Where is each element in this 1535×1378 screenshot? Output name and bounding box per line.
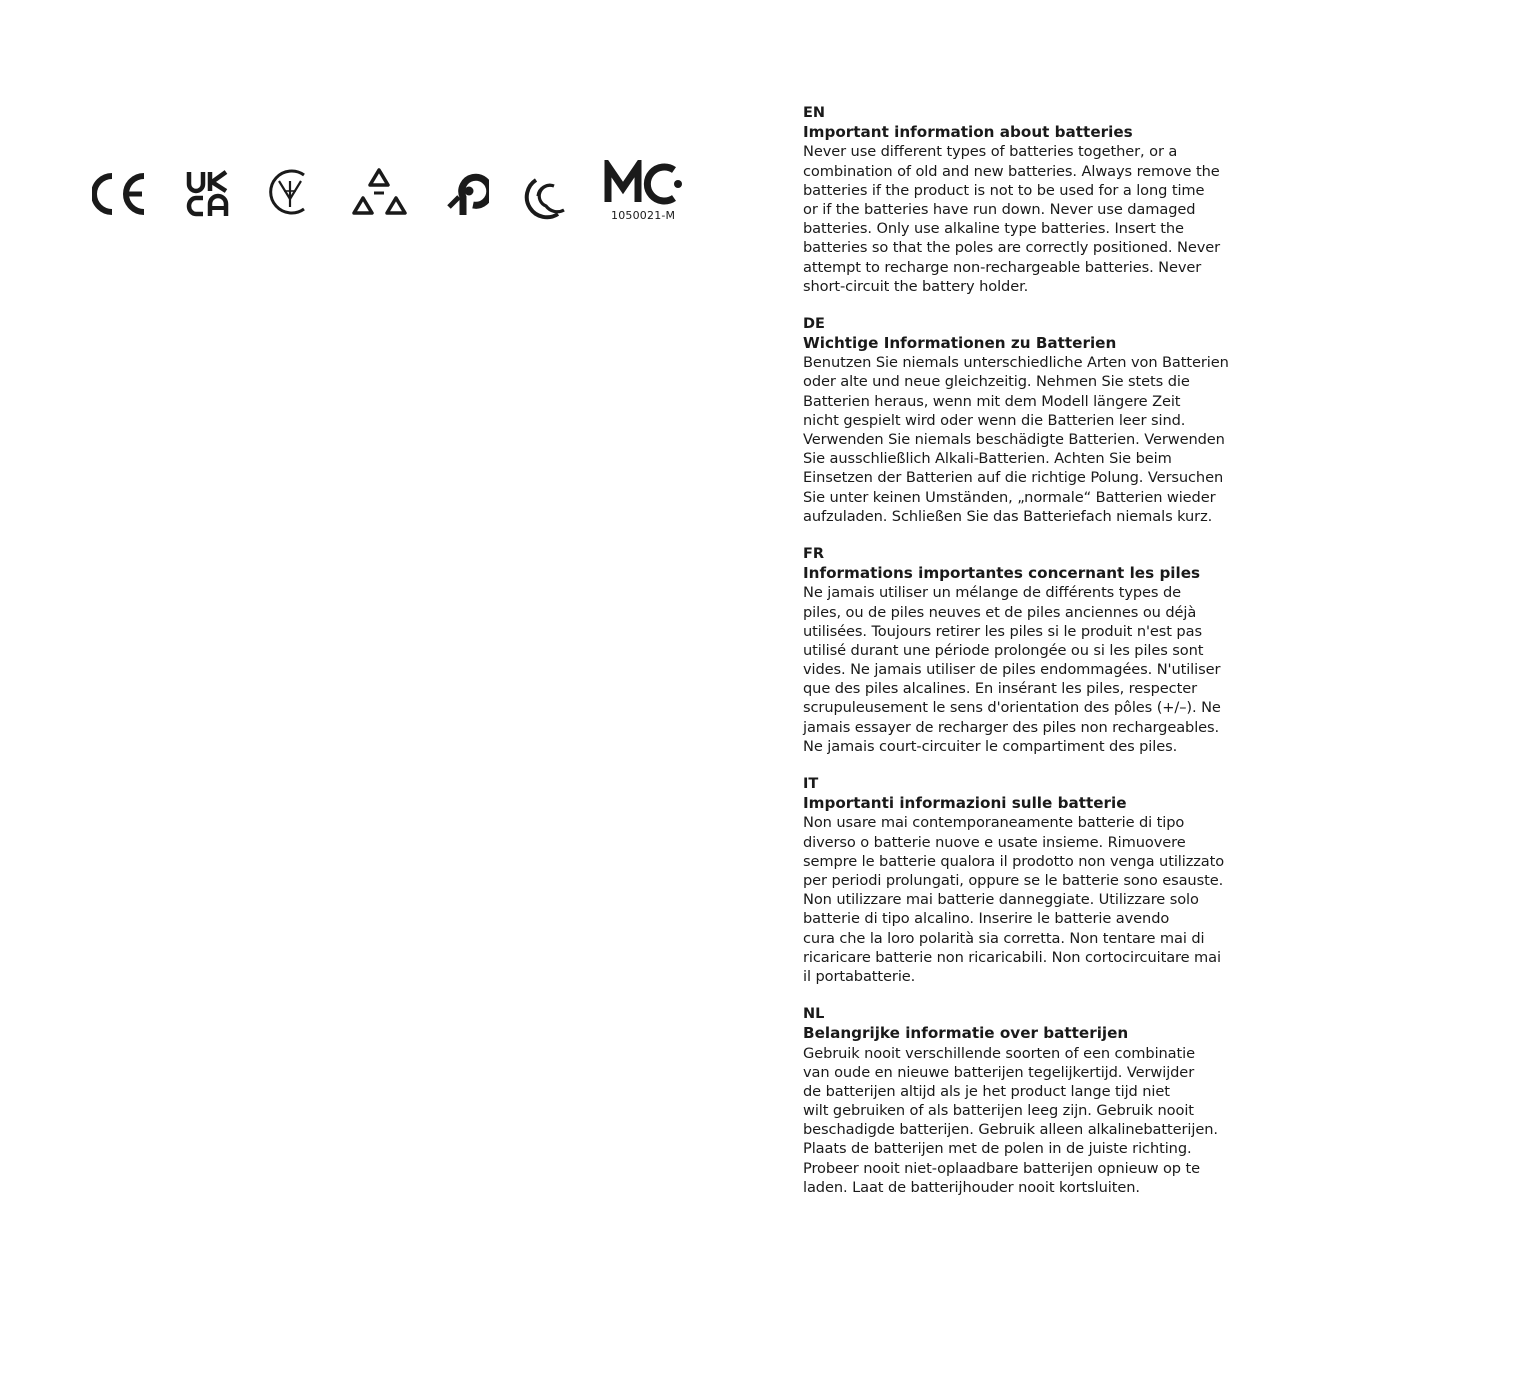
body-line: batteries. Only use alkaline type batteries. Insert the: [803, 220, 1184, 238]
body-line: batteries if the product is not to be used for a long time: [803, 181, 1205, 199]
body-line: batterie di tipo alcalino. Inserire le batterie avendo: [803, 910, 1170, 928]
body-line: diverso o batterie nuove e usate insieme. Rimuovere: [803, 833, 1186, 851]
section-heading: Importanti informazioni sulle batterie: [803, 794, 1127, 813]
section-heading: Wichtige Informationen zu Batterien: [803, 334, 1117, 353]
body-line: nicht gespielt wird oder wenn die Batterien leer sind.: [803, 411, 1186, 429]
section-heading: Informations importantes concernant les piles: [803, 564, 1201, 583]
section-heading: Important information about batteries: [803, 123, 1133, 142]
section-fr: [803, 545, 1289, 756]
section-body: [803, 353, 1289, 526]
section-body: [803, 813, 1289, 986]
section-body: [803, 142, 1289, 296]
language-code: EN: [803, 105, 826, 121]
language-code: FR: [803, 545, 825, 562]
body-line: Batterien heraus, wenn mit dem Modell längere Zeit: [803, 392, 1181, 410]
body-line: laden. Laat de batterijhouder nooit kortsluiten.: [803, 1178, 1140, 1196]
ukca-mark-icon: [186, 170, 230, 218]
body-line: il portabatterie.: [803, 967, 916, 985]
body-line: Plaats de batterijen met de polen in de juiste richting.: [803, 1140, 1192, 1158]
body-line: cura che la loro polarità sia corretta. Non tentare mai di: [803, 929, 1205, 947]
section-body: [803, 583, 1289, 756]
section-body: [803, 1044, 1289, 1198]
body-line: attempt to recharge non-rechargeable batteries. Never: [803, 258, 1202, 276]
body-line: Ne jamais utiliser un mélange de différents types de: [803, 584, 1182, 602]
body-line: Benutzen Sie niemals unterschiedliche Arten von Batterien: [803, 354, 1229, 372]
body-line: Verwenden Sie niemals beschädigte Batterien. Verwenden: [803, 431, 1225, 449]
ukrainian-conformity-mark-icon: [267, 167, 315, 217]
body-line: van oude en nieuwe batterijen tegelijkertijd. Verwijder: [803, 1063, 1195, 1081]
section-en: [803, 104, 1289, 296]
triangle-recycling-mark-icon: [352, 167, 410, 219]
body-line: Never use different types of batteries together, or a: [803, 143, 1178, 161]
section-it: [803, 775, 1289, 986]
section-heading: Belangrijke informatie over batterijen: [803, 1024, 1129, 1043]
body-line: Non usare mai contemporaneamente batterie di tipo: [803, 814, 1185, 832]
body-line: Sie ausschließlich Alkali-Batterien. Achten Sie beim: [803, 450, 1172, 468]
language-code: DE: [803, 315, 825, 332]
body-line: sempre le batterie qualora il prodotto non venga utilizzato: [803, 852, 1225, 870]
body-line: aufzuladen. Schließen Sie das Batteriefach niemals kurz.: [803, 507, 1213, 525]
body-line: oder alte und neue gleichzeitig. Nehmen Sie stets die: [803, 373, 1190, 391]
body-line: beschadigde batterijen. Gebruik alleen alkalinebatterijen.: [803, 1121, 1218, 1139]
morocco-conformity-mark-icon: [445, 167, 489, 219]
body-line: or if the batteries have run down. Never use damaged: [803, 200, 1196, 218]
language-code: NL: [803, 1006, 825, 1023]
body-line: wilt gebruiken of als batterijen leeg zijn. Gebruik nooit: [803, 1102, 1194, 1120]
mc-mark-icon: [604, 160, 684, 208]
body-line: ricaricare batterie non ricaricabili. Non cortocircuitare mai: [803, 948, 1221, 966]
body-line: utilisées. Toujours retirer les piles si le produit n'est pas: [803, 622, 1202, 640]
body-line: Einsetzen der Batterien auf die richtige Polung. Versuchen: [803, 469, 1224, 487]
body-line: Probeer nooit niet-oplaadbare batterijen opnieuw op te: [803, 1159, 1201, 1177]
battery-info-column: [803, 104, 1289, 1216]
body-line: short-circuit the battery holder.: [803, 277, 1029, 295]
body-line: batteries so that the poles are correctly positioned. Never: [803, 239, 1221, 257]
ce-mark-icon: [92, 172, 152, 216]
body-line: vides. Ne jamais utiliser de piles endommagées. N'utiliser: [803, 661, 1221, 679]
mc-mark-code: 1050021-M: [611, 209, 676, 222]
body-line: Non utilizzare mai batterie danneggiate. Utilizzare solo: [803, 891, 1199, 909]
body-line: que des piles alcalines. En insérant les piles, respecter: [803, 680, 1197, 698]
body-line: Ne jamais court-circuiter le compartiment des piles.: [803, 737, 1178, 755]
body-line: combination of old and new batteries. Always remove the: [803, 162, 1220, 180]
certification-marks: [0, 0, 760, 300]
language-code: IT: [803, 776, 819, 793]
section-nl: [803, 1005, 1289, 1197]
wave-mark-icon: [524, 170, 570, 220]
body-line: per periodi prolungati, oppure se le batterie sono esauste.: [803, 872, 1224, 889]
body-line: de batterijen altijd als je het product lange tijd niet: [803, 1082, 1170, 1100]
body-line: jamais essayer de recharger des piles non rechargeables.: [803, 718, 1220, 736]
body-line: scrupuleusement le sens d'orientation des pôles (+/–). Ne: [803, 699, 1221, 717]
section-de: [803, 315, 1289, 526]
body-line: piles, ou de piles neuves et de piles anciennes ou déjà: [803, 603, 1197, 621]
body-line: Gebruik nooit verschillende soorten of een combinatie: [803, 1044, 1195, 1062]
body-line: utilisé durant une période prolongée ou si les piles sont: [803, 641, 1204, 659]
body-line: Sie unter keinen Umständen, „normale“ Batterien wieder: [803, 488, 1216, 506]
